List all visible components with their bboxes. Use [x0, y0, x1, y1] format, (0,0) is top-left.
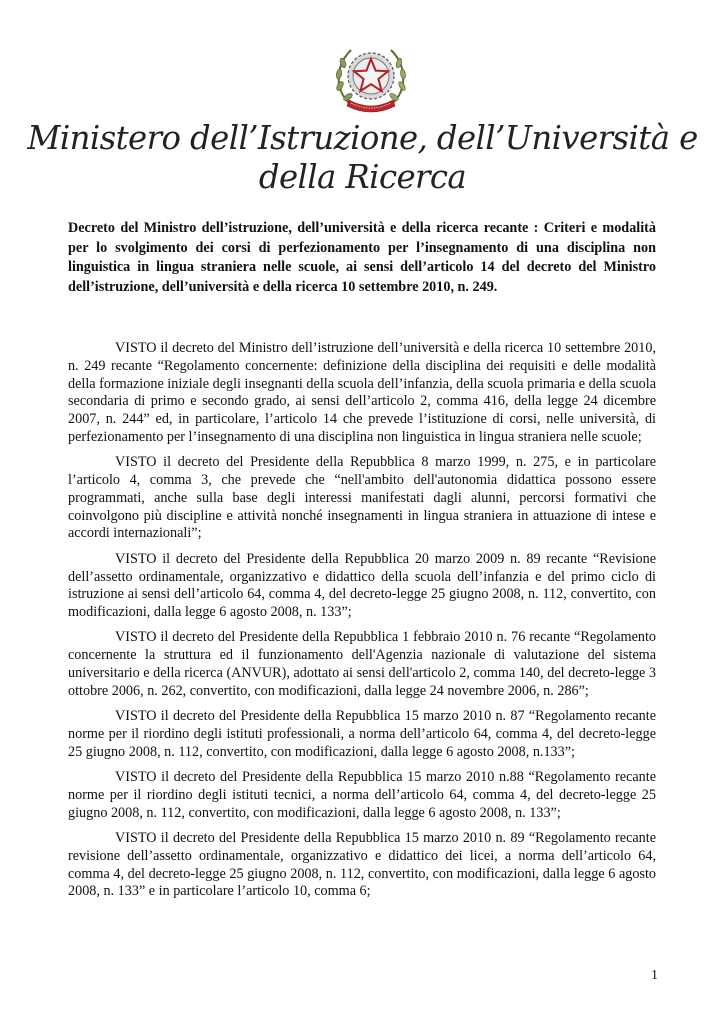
page-number: 1: [651, 968, 658, 983]
document-body: [68, 340, 656, 909]
visto-paragraph: VISTO il decreto del Ministro dell’istruzione dell’università e della ricerca 10 settembre 2010, n. 249 recante “Regolamento concernente: definizione della disciplina dei requisiti e delle modalità della formazione iniziale degli insegnanti della scuola dell’infanzia, della scuola primaria e della scuola secondaria di primo e secondo grado, ai sensi dell’articolo 2, comma 416, della legge 24 dicembre 2007, n. 244” ed, in particolare, l’articolo 14 che prevede l’istituzione di corsi, nelle università, di perfezionamento per l’insegnamento di una disciplina non linguistica in lingua straniera nelle scuole;: [68, 340, 656, 445]
repubblica-italiana-emblem-icon: [331, 40, 411, 116]
visto-paragraph: VISTO il decreto del Presidente della Repubblica 8 marzo 1999, n. 275, e in particolare l’articolo 4, comma 3, che prevede che “nell'ambito dell'autonomia didattica possono essere programmati, anche sulla base degli interessi manifestati dagli alunni, percorsi formativi che coinvolgono più discipline e attività nonché insegnamenti in lingua straniera in attuazione di intese e accordi internazionali”;: [68, 454, 656, 542]
visto-paragraph: VISTO il decreto del Presidente della Repubblica 15 marzo 2010 n. 87 “Regolamento recante norme per il riordino degli istituti professionali, a norma dell’articolo 64, comma 4, del decreto-legge 25 giugno 2008, n. 112, convertito, con modificazioni, dalla legge 6 agosto 2008, n.133”;: [68, 708, 656, 760]
ministry-header: Ministero dell’Istruzione, dell’Università e della Ricerca: [27, 118, 698, 196]
visto-paragraph: VISTO il decreto del Presidente della Repubblica 15 marzo 2010 n.88 “Regolamento recante norme per il riordino degli istituti tecnici, a norma dell’articolo 64, comma 4, del decreto-legge 25 giugno 2008, n. 112, convertito, con modificazioni, dalla legge 6 agosto 2008, n. 133”;: [68, 769, 656, 821]
visto-paragraph: VISTO il decreto del Presidente della Repubblica 15 marzo 2010 n. 89 “Regolamento recante revisione dell’assetto ordinamentale, organizzativo e didattico dei licei, a norma dell’articolo 64, comma 4, del decreto-legge 25 giugno 2008, n. 112, convertito, con modificazioni, dalla legge 6 agosto 2008, n. 133” e in particolare l’articolo 10, comma 6;: [68, 829, 656, 900]
visto-paragraph: VISTO il decreto del Presidente della Repubblica 20 marzo 2009 n. 89 recante “Revisione dell’assetto ordinamentale, organizzativo e didattico della scuola dell’infanzia e del primo ciclo di istruzione ai sensi dell’articolo 64, comma 4, del decreto-legge 25 giugno 2008, n. 112, convertito, con modificazioni, dalla legge 6 agosto 2008, n. 133”;: [68, 550, 656, 621]
document-title: Decreto del Ministro dell’istruzione, dell’università e della ricerca recante : Criteri e modalità per lo svolgimento dei corsi di perfezionamento per l’insegnamento di una disciplina non linguistica in lingua straniera nelle scuole, ai sensi dell’articolo 14 del decreto del Ministro dell’istruzione, dell’università e della ricerca 10 settembre 2010, n. 249.: [68, 220, 656, 295]
visto-paragraph: VISTO il decreto del Presidente della Repubblica 1 febbraio 2010 n. 76 recante “Regolamento concernente la struttura ed il funzionamento dell'Agenzia nazionale di valutazione del sistema universitario e della ricerca (ANVUR), adottato ai sensi dell'articolo 2, comma 140, del decreto-legge 3 ottobre 2006, n. 262, convertito, con modificazioni, dalla legge 24 novembre 2006, n. 286”;: [68, 629, 656, 699]
